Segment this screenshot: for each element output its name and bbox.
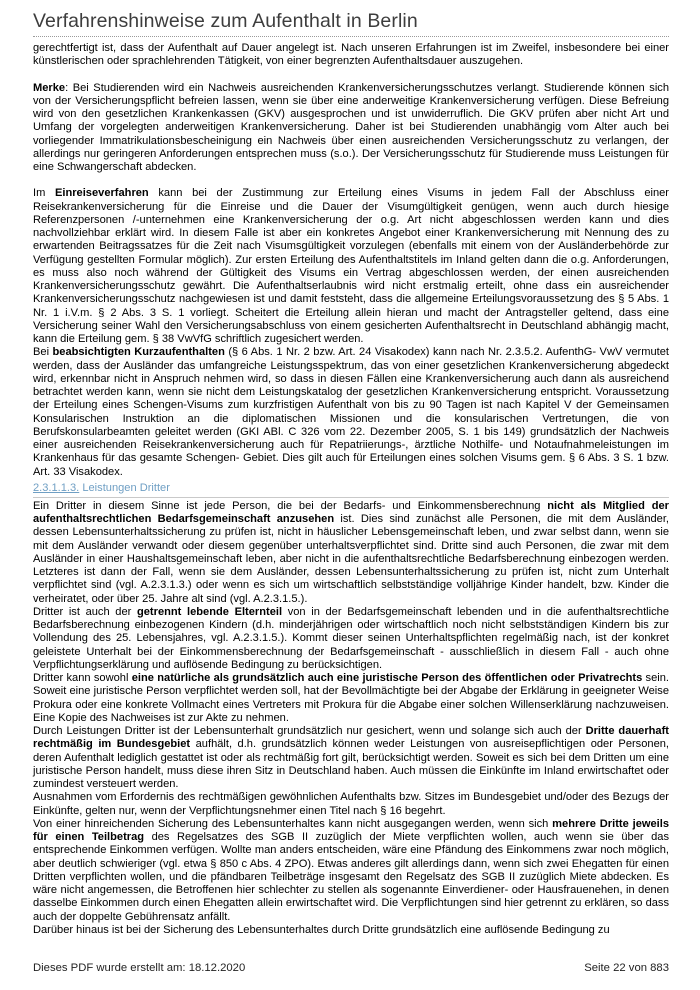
kurzaufenthalte-term: beabsichtigten Kurzaufenthalten xyxy=(52,346,225,359)
paragraph-ausnahmen xyxy=(33,791,669,818)
text-fragment: sein. Soweit eine juristische Person verpflichtet werden soll, hat der Bevollmächtigte bei der Abgabe der Erklärung in geeigneter Weise Prokura oder eine konkrete Vollmacht eines Vertreters mit Prokura für die Abgabe einer solchen Willenserklärung nachzuweisen. Eine Kopie des Nachweises ist zur Akte zu nehmen. xyxy=(33,672,669,724)
text-fragment: Dritter kann sowohl xyxy=(33,672,132,684)
section-title: Leistungen Dritter xyxy=(79,481,170,494)
elternteil-term: getrennt lebende Elternteil xyxy=(136,605,283,618)
dauerhaft-term: Dritte dauerhaft rechtmäßig im Bundesgebiet xyxy=(33,725,669,751)
paragraph-dauerhaft xyxy=(33,725,669,791)
paragraph-dritter-definition xyxy=(33,500,669,606)
text-fragment: Darüber hinaus ist bei der Sicherung des Lebensunterhaltes durch Dritte grundsätzlich eine auflösende Bedingung zu xyxy=(33,923,610,936)
text-fragment: Durch Leistungen Dritter ist der Lebensunterhalt grundsätzlich nur gesichert, wenn und solange sich auch der xyxy=(33,725,586,737)
text-fragment: Ausnahmen vom Erfordernis des rechtmäßigen gewöhnlichen Aufenthalts bzw. Sitzes im Bundesgebiet und/oder des Bezugs der Einkünfte, gelten nur, wenn der Verpflichtungsnehmer einen Titel nach § 16 begehrt. xyxy=(33,791,669,817)
dritter-term: nicht als Mitglied der aufenthaltsrechtlichen Bedarfsgemeinschaft anzusehen xyxy=(33,499,669,525)
text-fragment: aufhält, d.h. grundsätzlich können weder Leistungen von ausreisepflichtigen oder Personen, deren Aufenthalt lediglich gestattet ist oder als rechtmäßig fort gilt, berücksichtigt werden. Soweit es sich bei dem Dritten um eine juristische Person handelt, muss diese ihren Sitz in Deutschland haben. Auch müssen die Einkünfte im Inland erwirtschaftet oder zumindest versteuert werden. xyxy=(33,738,669,790)
paragraph-einreiseverfahren xyxy=(33,187,669,346)
text-fragment: Von einer hinreichenden Sicherung des Lebensunterhaltes kann nicht ausgegangen werden, wenn sich xyxy=(33,817,553,830)
paragraph-juristische-person xyxy=(33,672,669,725)
paragraph-intro-text: gerechtfertigt ist, dass der Aufenthalt auf Dauer angelegt ist. Nach unseren Erfahrungen ist im Zweifel, insbesondere bei einer künstlerischen oder sprachlehrenden Tätigkeit, von einer begrenzten Aufenthaltsdauer auszugehen. xyxy=(33,42,669,68)
merke-label: Merke xyxy=(33,81,66,94)
text-fragment: ist. Dies sind zunächst alle Personen, die mit dem Ausländer, dessen Lebensunterhaltssicherung zu prüfen ist, nicht in häuslicher Lebensgemeinschaft leben, und zwar selbst dann, wenn sie mit dem Ausländer verwandt oder diesem gegenüber unterhaltsverpflichtet sind. Dritte sind auch Personen, die zwar mit dem Ausländer in einer Haushaltsgemeinschaft leben, aber nicht in die aufenthaltsrechtliche Bedarfsberechnung einbezogen werden. Letzteres ist dann der Fall, wenn sie dem Ausländer, dessen Lebensunterhaltssicherung zu prüfen ist, nicht zum Unterhalt verpflichtet sind (vgl. A.2.3.1.3.) oder wenn es sich um wirtschaftlich selbstständige volljährige Kinder handelt, bzw. Kinder die verheiratet, oder über 25. Jahre alt sind (vgl. A.2.3.1.5.). xyxy=(33,513,669,605)
paragraph-intro xyxy=(33,42,669,69)
paragraph-aufloesende-bedingung xyxy=(33,924,669,937)
paragraph-merke xyxy=(33,82,669,175)
person-term: eine natürliche als grundsätzlich auch eine juristische Person des öffentlichen oder Privatrechts xyxy=(131,672,643,684)
text-fragment: Ein Dritter in diesem Sinne ist jede Person, die bei der Bedarfs- und Einkommensberechnung xyxy=(33,499,548,512)
page-footer xyxy=(33,962,669,974)
paragraph-elternteil xyxy=(33,606,669,672)
mehrere-dritte-term: mehrere Dritte jeweils für einen Teilbetrag xyxy=(33,817,669,843)
einreiseverfahren-text: kann bei der Zustimmung zur Erteilung eines Visums in jedem Fall der Abschluss einer Reisekrankenversicherung für die Einreise und die Dauer der Visumgültigkeit genügen, wenn auch durch hiesige Referenzpersonen /-unternehmen eine Krankenversicherung der o.g. Art nicht abgeschlossen werden kann und dies nachvollziehbar erklärt wird. In diesem Falle ist aber ein konkretes Angebot einer Krankenversicherung mit Nennung des zu erwartenden Beitragssatzes für die Zeit nach Visumsgültigkeit vorzulegen (ebenfalls mit einem von der Ausländerbehörde zur Verfügung gestellten Formular möglich). Zur ersten Erteilung des Aufenthaltstitels im Inland gelten dann die o.g. Anforderungen, es muss also noch während der Gültigkeit des Visums ein Vertrag abgeschlossen werden, der einen ausreichenden Krankenversicherungsschutz gewährt. Die Aufenthaltserlaubnis wird nicht erstmalig erteilt, ohne dass ein ausreichender Krankenversicherungsschutz nachgewiesen ist und damit feststeht, dass die allgemeine Erteilungsvoraussetzung des § 5 Abs. 1 Nr. 1 i.V.m. § 2 Abs. 3 S. 1 vorliegt. Scheitert die Erteilung allein hieran und macht der Antragsteller geltend, dass eine Versicherung seiner Wahl den Versicherungsabschluss von einem gesicherten Aufenthaltsrecht in Deutschland abhängig macht, kann die Erteilung gem. § 38 VwVfG schriftlich zugesichert werden. xyxy=(33,187,670,345)
paragraph-kurzaufenthalte xyxy=(33,346,669,479)
page-header xyxy=(33,10,669,37)
footer-created-date: Dieses PDF wurde erstellt am: 18.12.2020 xyxy=(33,962,246,974)
text-fragment: Im xyxy=(33,187,55,200)
text-fragment: des Regelsatzes des SGB II zuzüglich der Miete verpflichten wollen, auch wenn sie über das entsprechende Einkommen verfügen. Wollte man anders entscheiden, wäre eine Pfändung des Einkommens zwar noch möglich, aber deutlich schwieriger (vgl. etwa § 850 c Abs. 4 ZPO). Etwas anderes gilt allerdings dann, wenn sich zwei Ehegatten für einen Dritten verpflichten wollen, und die pfändbaren Teilbeträge insgesamt den Regelsatz des SGB II zuzüglich Miete abdecken. Es wäre nicht angemessen, die Betroffenen hier schlechter zu stellen als sogenannte Einverdiener- oder Hausfrauenehen, in denen dasselbe Einkommen durch einen Ehegatten allein erwirtschaftet wird. Die Verpflichtungen sind hier getrennt zu erklären, so dass auch der doppelte Gebührensatz anfällt. xyxy=(33,831,669,923)
footer-page-number: Seite 22 von 883 xyxy=(584,962,669,974)
section-number-link[interactable]: 2.3.1.1.3. xyxy=(33,481,80,494)
kurzaufenthalte-text: (§ 6 Abs. 1 Nr. 2 bzw. Art. 24 Visakodex) kann nach Nr. 2.3.5.2. AufenthG- VwV vermutet werden, dass der Ausländer das umfangreiche Leistungsspektrum, das von einer gesetzlichen Krankenversicherung abgedeckt wird, erkennbar nicht in Anspruch nehmen wird, so dass in diesen Fällen eine Krankenversicherung auch dann als ausreichend betrachtet werden kann, wenn sie nicht dem Leistungskatalog der gesetzlichen Krankenversicherung entspricht. Voraussetzung der Erteilung eines Schengen-Visums zum kurzfristigen Aufenthalt von bis zu 90 Tagen ist nach Kapitel V der Gemeinsamen Konsularischen Instruktion an die diplomatischen Missionen und die konsularischen Vertretungen, die von Berufskonsularbeamten geleitet werden (GKI ABl. C 326 vom 22. Dezember 2005, S. 1 bis 149) grundsätzlich der Nachweis einer ausreichenden Reisekrankenversicherung auch für Repatriierungs-, ärztliche Nothilfe- und Notaufnahmeleistungen im Krankenhaus für das gesamte Schengen- Gebiet. Dies gilt auch für Erteilungen eines solchen Visums gem. § 6 Abs. 3 S. 1 bzw. Art. 33 Visakodex. xyxy=(33,346,669,478)
einreiseverfahren-term: Einreiseverfahren xyxy=(54,187,149,200)
document-body xyxy=(33,42,669,937)
section-heading[interactable] xyxy=(33,482,669,495)
paragraph-mehrere-dritte xyxy=(33,818,669,924)
text-fragment: Dritter ist auch der xyxy=(33,605,137,618)
merke-text: : Bei Studierenden wird ein Nachweis ausreichenden Krankenversicherungsschutzes verlangt. Studierende können sich von der Versicherungspflicht befreien lassen, wenn sie über eine anderweitige Krankenversicherung verfügen. Diese Befreiung wird von den gesetzlichen Krankenkassen (GKV) ausgesprochen und ist unwiderruflich. Die GKV prüfen aber nicht Art und Umfang der vorgelegten anderweitigen Krankenversicherung. Daher ist bei Studierenden unabhängig vom Alter auch bei vorliegender Immatrikulationsbescheinigung ein Nachweis über einen ausreichenden Versicherungsschutz zu verlangen, der allerdings nur geringeren Anforderungen entsprechen muss (s.o.). Der Versicherungsschutz für Studierende muss Leistungen für eine Schwangerschaft abdecken. xyxy=(33,81,669,173)
text-fragment: Bei xyxy=(33,346,53,359)
text-fragment: von in der Bedarfsgemeinschaft lebenden und in die aufenthaltsrechtliche Bedarfsberechnung einbezogenen Kindern (d.h. minderjährigen oder wirtschaftlich noch nicht selbstständigen Kindern bis zur Vollendung des 25. Lebensjahres, vgl. A.2.3.1.5.). Kommt dieser seinen Unterhaltspflichten regelmäßig nach, ist der konkret geleistete Unterhalt bei der Einkommensberechnung der Bedarfsgemeinschaft - ausschließlich in diesem Fall - auch ohne Verpflichtungserklärung und auflösende Bedingung zu berücksichtigen. xyxy=(33,605,669,671)
section-divider xyxy=(33,497,669,498)
page-title: Verfahrenshinweise zum Aufenthalt in Berlin xyxy=(33,10,418,32)
